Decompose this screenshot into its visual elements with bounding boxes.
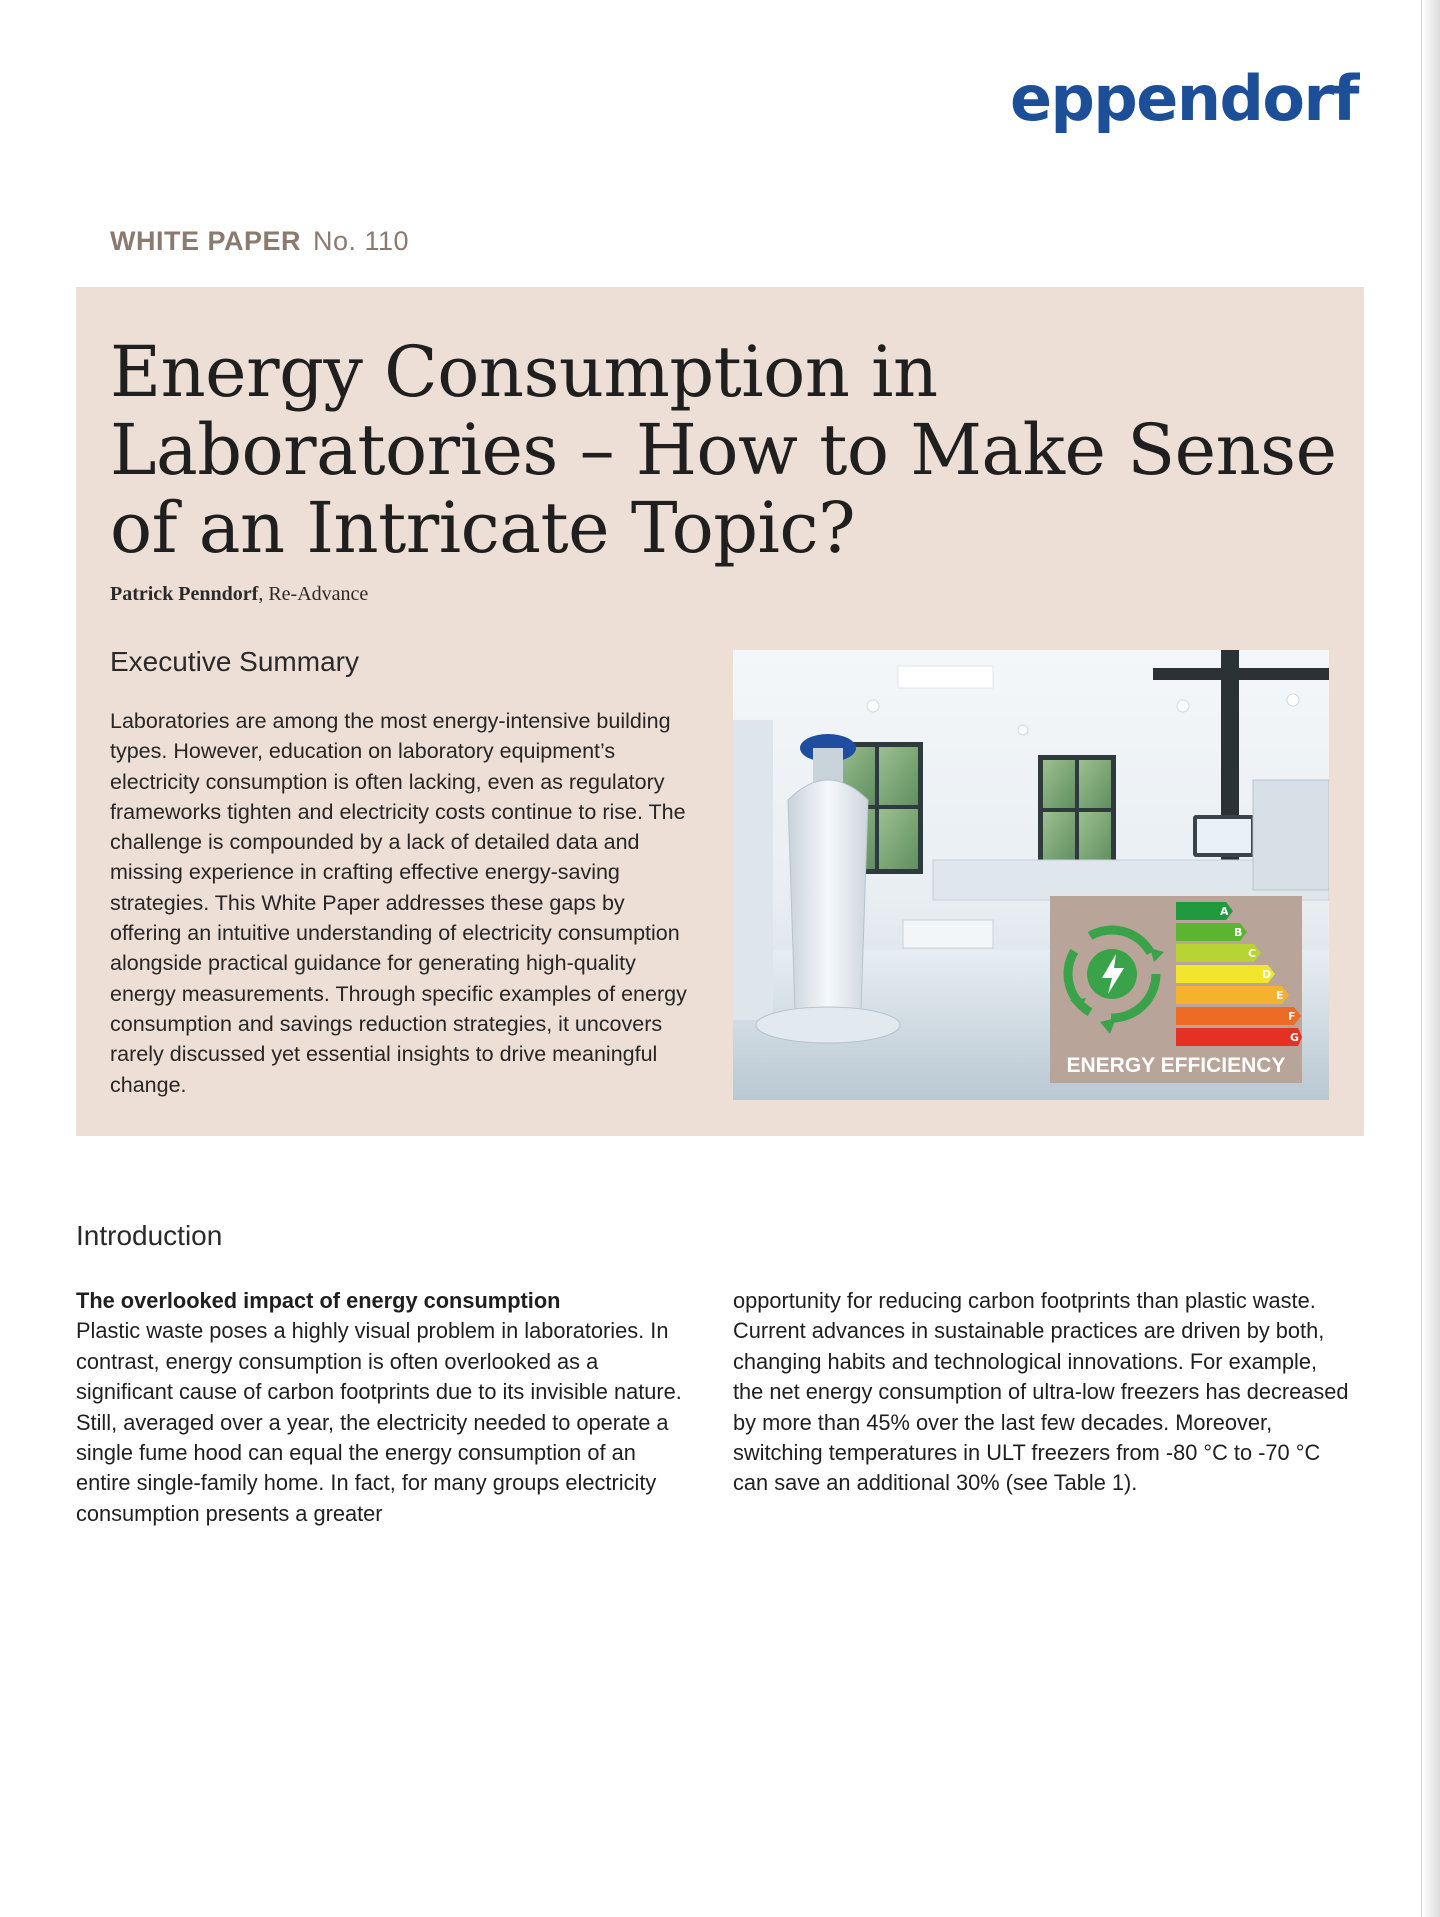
sample-tubes bbox=[903, 920, 993, 948]
energy-class-letter: A bbox=[1220, 905, 1229, 918]
energy-class-letter: D bbox=[1262, 968, 1272, 981]
introduction-left-text: Plastic waste poses a highly visual problem in laboratories. In contrast, energy consumption is often overlooked as a significant cause of carbon footprints due to its invisible nature. Still, averaged over a year, the electricity needed to operate a single fume hood can equal the energy consumption of an entire single-family home. In fact, for many groups electricity consumption presents a greater bbox=[76, 1318, 682, 1526]
author-affiliation: , Re-Advance bbox=[258, 583, 369, 605]
executive-summary-text: Laboratories are among the most energy-intensive building types. However, education on laboratory equipment’s electricity consumption is often lacking, even as regulatory frameworks tighten and electricity costs continue to rise. The challenge is compounded by a lack of detailed data and missing experience in crafting effective energy-saving strategies. This White Paper addresses these gaps by offering an intuitive understanding of electricity consumption alongside practical guidance for generating high-quality energy measurements. Through specific examples of energy consumption and savings reduction strategies, it uncovers rarely discussed yet essential insights to drive meaningful change. bbox=[110, 709, 687, 1097]
ceiling-spot bbox=[1287, 694, 1299, 706]
energy-label-graphic bbox=[1050, 896, 1302, 1083]
energy-efficiency-title: ENERGY EFFICIENCY bbox=[1066, 1054, 1286, 1077]
author-name: Patrick Penndorf bbox=[110, 583, 259, 605]
energy-label-badge bbox=[1050, 896, 1302, 1083]
energy-class-bar-d bbox=[1176, 965, 1275, 983]
ceiling-spot bbox=[1018, 725, 1028, 735]
steel-beam bbox=[1153, 668, 1329, 680]
series-label: WHITE PAPER bbox=[110, 226, 302, 256]
energy-class-letter: G bbox=[1290, 1031, 1300, 1044]
series-number: No. 110 bbox=[313, 226, 410, 256]
energy-class-bar-f bbox=[1176, 1007, 1301, 1025]
page-edge bbox=[1421, 0, 1440, 1917]
author-line bbox=[110, 583, 368, 606]
shelf-unit bbox=[1253, 780, 1329, 890]
eppendorf-logo: eppendorf bbox=[1010, 62, 1359, 135]
introduction-right-column bbox=[733, 1286, 1353, 1499]
recycle-icon bbox=[1068, 930, 1164, 1034]
energy-class-bars bbox=[1176, 902, 1302, 1046]
ceiling-spot bbox=[867, 700, 879, 712]
document-title: Energy Consumption in Laboratories – How to Make Sense of an Intricate Topic? bbox=[110, 331, 1337, 569]
energy-class-bar-e bbox=[1176, 986, 1289, 1004]
white-paper-label bbox=[110, 226, 409, 257]
energy-class-letter: E bbox=[1276, 989, 1284, 1002]
energy-class-letter: B bbox=[1234, 926, 1243, 939]
introduction-right-text: opportunity for reducing carbon footprints than plastic waste. Current advances in sustainable practices are driven by both, changing habits and technological innovations. For example, the net energy consumption of ultra-low freezers has decreased by more than 45% over the last few decades. Moreover, switching temperatures in ULT freezers from -80 °C to -70 °C can save an additional 30% (see Table 1). bbox=[733, 1288, 1349, 1496]
ceiling-light bbox=[898, 666, 993, 688]
executive-summary-heading: Executive Summary bbox=[110, 646, 359, 677]
energy-class-letter: C bbox=[1248, 947, 1257, 960]
monitor-screen bbox=[1197, 819, 1251, 853]
window-right bbox=[1038, 755, 1116, 867]
introduction-left-column bbox=[76, 1286, 686, 1529]
energy-class-bar-g bbox=[1176, 1028, 1302, 1046]
introduction-heading: Introduction bbox=[76, 1220, 223, 1251]
energy-class-letter: F bbox=[1288, 1010, 1296, 1023]
ceiling-spot bbox=[1177, 700, 1189, 712]
introduction-subheading: The overlooked impact of energy consumption bbox=[76, 1288, 561, 1313]
